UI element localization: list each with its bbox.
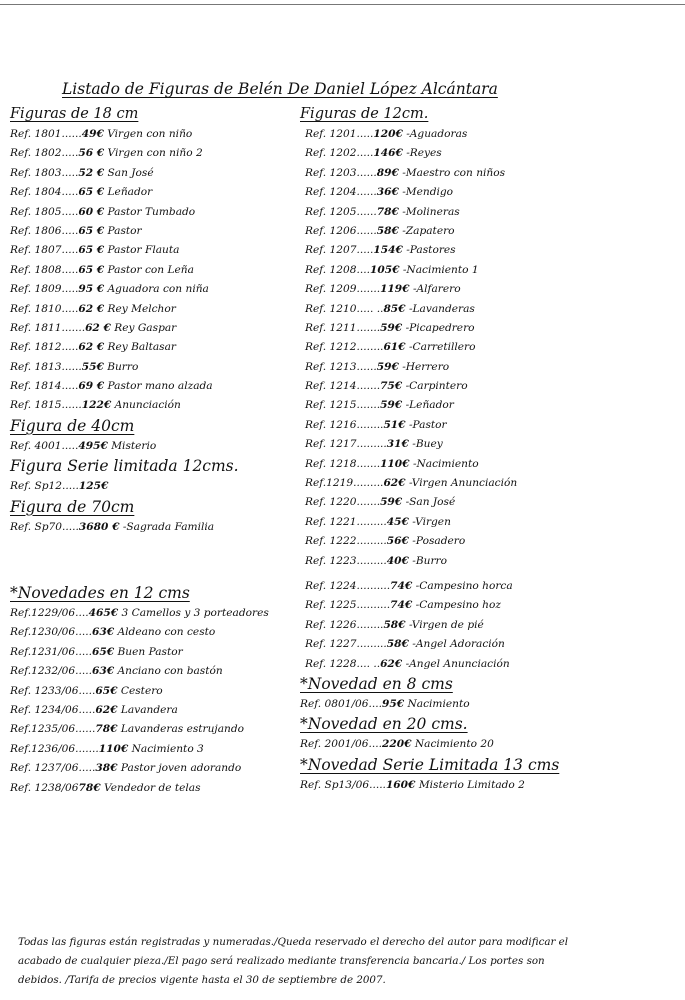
- item-name: Anunciación: [114, 399, 181, 412]
- item-ref: Ref. 1801......: [10, 128, 82, 140]
- price-list-item: [10, 779, 300, 798]
- item-price: 95€: [382, 697, 405, 710]
- item-name: Lavanderas estrujando: [120, 723, 245, 736]
- item-price: 160€: [385, 778, 416, 791]
- item-name: -Virgen de pié: [408, 618, 484, 631]
- item-name: Rey Melchor: [107, 302, 176, 315]
- item-ref: Ref.1219.........: [305, 477, 384, 490]
- section-heading: Figuras de 18 cm: [10, 106, 139, 122]
- price-list-item: [10, 125, 300, 144]
- price-list-item: [300, 474, 685, 493]
- price-list-item: [10, 720, 300, 739]
- price-list-item: [10, 682, 300, 701]
- item-price: 45€: [386, 515, 409, 528]
- item-price: 63€: [92, 626, 115, 639]
- item-name: -Aguadoras: [406, 128, 468, 140]
- price-list-item: [300, 513, 685, 532]
- footer-notes: [18, 933, 578, 990]
- item-name: -Pastor: [408, 418, 447, 431]
- section-heading: Figura de 70cm: [10, 497, 135, 516]
- item-ref: Ref. 1803.....: [10, 166, 79, 179]
- footer-line: debidos. /Tarifa de precios vigente hasta el 30 de septiembre de 2007.: [18, 974, 386, 986]
- price-list-item: [10, 319, 300, 338]
- item-name: -Buey: [412, 438, 443, 451]
- item-price: 75€: [380, 380, 403, 393]
- item-name: -Campesino horca: [415, 579, 513, 592]
- item-name: -Zapatero: [402, 224, 455, 237]
- item-price: 51€: [383, 418, 406, 431]
- item-ref: Ref. Sp12.....: [10, 480, 79, 493]
- item-name: -Nacimiento: [412, 457, 479, 470]
- price-list-item: [10, 604, 300, 623]
- item-ref: Ref. 1815......: [10, 399, 82, 412]
- item-name: Nacimiento 20: [414, 738, 494, 751]
- item-price: 62€: [383, 477, 406, 490]
- item-name: Virgen con niño 2: [107, 147, 203, 160]
- item-name: Cestero: [120, 684, 163, 697]
- item-ref: Ref.1232/06.....: [10, 665, 93, 678]
- item-ref: Ref. 1213......: [305, 360, 377, 373]
- item-ref: Ref. 1215.......: [305, 399, 381, 412]
- item-price: 95 €: [78, 283, 105, 296]
- item-price: 89€: [376, 166, 399, 179]
- item-ref: Ref. 1216........: [305, 418, 384, 431]
- price-list-item: [300, 164, 685, 183]
- price-list-item: [10, 183, 300, 202]
- item-price: 56 €: [78, 147, 105, 160]
- item-name: -Angel Anunciación: [405, 657, 510, 670]
- item-price: 110€: [98, 742, 129, 755]
- item-price: 74€: [390, 599, 413, 612]
- price-list-item: [300, 222, 685, 241]
- item-name: -Virgen: [412, 515, 451, 528]
- price-list-item: [10, 662, 300, 681]
- item-name: Pastor joven adorando: [120, 762, 242, 775]
- item-price: 60 €: [78, 205, 105, 218]
- item-price: 62 €: [85, 321, 111, 334]
- price-list-item: [300, 455, 685, 474]
- footer-line: acabado de cualquier pieza./El pago será realizado mediante transferencia bancaria./ Los portes son: [18, 955, 545, 967]
- item-price: 65 €: [78, 244, 105, 257]
- price-list-item: [10, 759, 300, 778]
- item-price: 78€: [376, 205, 399, 218]
- price-list-item: [10, 437, 300, 456]
- item-price: 59€: [380, 399, 403, 412]
- item-name: Rey Gaspar: [114, 321, 177, 334]
- item-name: -Leñador: [405, 399, 454, 412]
- section-heading: *Novedad en 20 cms.: [300, 715, 468, 734]
- item-name: Nacimiento 3: [131, 742, 204, 755]
- item-price: 63€: [92, 665, 115, 678]
- price-list-item: [300, 338, 685, 357]
- price-list-item: [300, 776, 685, 795]
- item-price: 55€: [81, 360, 104, 373]
- item-price: 495€: [78, 439, 108, 452]
- price-list-item: [300, 280, 685, 299]
- item-name: -Posadero: [412, 535, 466, 548]
- item-price: 120€: [373, 128, 403, 140]
- price-list-item: [300, 377, 685, 396]
- item-name: Aguadora con niña: [107, 283, 209, 296]
- price-list-item: [300, 552, 685, 571]
- price-list-item: [10, 261, 300, 280]
- item-ref: Ref. 1212........: [305, 341, 384, 354]
- item-price: 465€: [88, 607, 119, 620]
- item-name: -Herrero: [402, 360, 450, 373]
- price-list-item: [300, 577, 685, 596]
- price-list-item: [10, 222, 300, 241]
- item-ref: Ref. 1214.......: [305, 380, 381, 393]
- item-ref: Ref. 1224..........: [305, 579, 391, 592]
- item-name: -Pastores: [406, 244, 456, 257]
- item-ref: Ref. 1813......: [10, 360, 82, 373]
- price-list-item: [300, 596, 685, 615]
- price-list-item: [300, 532, 685, 551]
- item-name: -Carpintero: [405, 380, 468, 393]
- price-list-item: [10, 280, 300, 299]
- item-name: Aldeano con cesto: [117, 626, 216, 639]
- price-list-item: [10, 338, 300, 357]
- price-list-item: [300, 183, 685, 202]
- item-name: -San José: [405, 496, 456, 509]
- item-ref: Ref. 1811.......: [10, 321, 86, 334]
- price-list-item: [300, 635, 685, 654]
- item-ref: Ref. 1227.........: [305, 638, 387, 651]
- item-price: 122€: [81, 399, 112, 412]
- item-name: -Alfarero: [412, 283, 461, 296]
- item-ref: Ref.1235/06......: [10, 723, 96, 736]
- price-list-item: [300, 319, 685, 338]
- item-price: 40€: [386, 554, 409, 567]
- item-price: 65 €: [78, 186, 105, 199]
- item-price: 146€: [373, 147, 403, 160]
- item-price: 65€: [95, 684, 118, 697]
- item-price: 49€: [81, 128, 104, 140]
- item-name: -Nacimiento 1: [402, 263, 479, 276]
- item-price: 85€: [383, 302, 406, 315]
- item-ref: Ref. 1812.....: [10, 341, 79, 354]
- item-price: 36€: [376, 186, 399, 199]
- section-heading: *Novedades en 12 cms: [10, 584, 190, 603]
- item-name: Vendedor de telas: [104, 781, 201, 794]
- item-ref: Ref. 1205......: [305, 205, 377, 218]
- item-ref: Ref. 1217.........: [305, 438, 387, 451]
- item-price: 220€: [382, 738, 412, 751]
- price-list-item: [300, 735, 685, 754]
- item-name: Pastor Flauta: [107, 244, 180, 257]
- item-price: 105€: [369, 263, 400, 276]
- item-ref: Ref. 4001.....: [10, 439, 79, 452]
- section-heading: Figuras de 12cm.: [300, 106, 429, 122]
- item-ref: Ref. 1804.....: [10, 186, 79, 199]
- item-name: Nacimiento: [407, 697, 470, 710]
- item-name: Pastor con Leña: [107, 263, 194, 276]
- price-list-item: [300, 655, 685, 674]
- price-list-item: [10, 203, 300, 222]
- item-ref: Ref. 1234/06.....: [10, 703, 96, 716]
- item-price: 59€: [376, 360, 399, 373]
- price-list-item: [300, 616, 685, 635]
- item-price: 78€: [78, 781, 101, 794]
- item-price: 74€: [390, 579, 413, 592]
- item-ref: Ref. 1802.....: [10, 147, 79, 160]
- item-ref: Ref. Sp70.....: [10, 520, 79, 533]
- price-list-item: [300, 396, 685, 415]
- item-name: Lavandera: [120, 703, 178, 716]
- item-ref: Ref. 1207.....: [305, 244, 374, 257]
- price-list-item: [300, 435, 685, 454]
- item-ref: Ref. 1805.....: [10, 205, 79, 218]
- item-ref: Ref. 1222.........: [305, 535, 387, 548]
- price-list-item: [10, 701, 300, 720]
- item-name: -Burro: [412, 554, 447, 567]
- item-ref: Ref. 1206......: [305, 224, 377, 237]
- item-name: -Mendigo: [402, 186, 454, 199]
- price-list-item: [10, 358, 300, 377]
- item-ref: Ref. 1225..........: [305, 599, 391, 612]
- item-ref: Ref. 1211.......: [305, 321, 381, 334]
- item-ref: Ref. 1210..... ..: [305, 302, 384, 315]
- item-ref: Ref. 1814.....: [10, 380, 79, 393]
- item-price: 154€: [373, 244, 403, 257]
- item-price: 58€: [383, 618, 406, 631]
- top-rule: [0, 4, 685, 5]
- price-list-item: [300, 493, 685, 512]
- item-price: 119€: [380, 283, 410, 296]
- item-name: San José: [107, 166, 154, 179]
- price-list-item: [300, 261, 685, 280]
- item-price: 38€: [95, 762, 118, 775]
- price-list-item: [10, 144, 300, 163]
- section-heading: Figura de 40cm: [10, 416, 135, 435]
- item-name: -Lavanderas: [408, 302, 475, 315]
- item-ref: Ref. 1810.....: [10, 302, 79, 315]
- item-price: 62€: [95, 703, 118, 716]
- item-ref: Ref. 1203......: [305, 166, 377, 179]
- item-name: Leñador: [107, 186, 153, 199]
- item-price: 56€: [386, 535, 409, 548]
- item-ref: Ref. 1208....: [305, 263, 370, 276]
- item-ref: Ref. 1809.....: [10, 283, 79, 296]
- page-title: Listado de Figuras de Belén De Daniel López Alcántara: [62, 80, 498, 98]
- item-name: -Reyes: [406, 147, 442, 160]
- item-ref: Ref. Sp13/06.....: [300, 778, 386, 791]
- item-name: -Campesino hoz: [415, 599, 501, 612]
- price-list-item: [10, 643, 300, 662]
- item-name: Pastor: [107, 224, 142, 237]
- price-list-item: [10, 377, 300, 396]
- price-list-item: [300, 358, 685, 377]
- item-price: 78€: [95, 723, 118, 736]
- item-ref: Ref. 1807.....: [10, 244, 79, 257]
- item-price: 65 €: [78, 224, 105, 237]
- left-column: [10, 104, 300, 798]
- item-name: Pastor mano alzada: [107, 380, 213, 393]
- price-list-item: [300, 125, 685, 144]
- item-name: Buen Pastor: [117, 645, 183, 658]
- price-list-item: [10, 164, 300, 183]
- item-ref: Ref. 1226........: [305, 618, 384, 631]
- price-list-item: [10, 300, 300, 319]
- item-ref: Ref. 1808.....: [10, 263, 79, 276]
- item-ref: Ref.1231/06.....: [10, 645, 93, 658]
- item-ref: Ref. 1218.......: [305, 457, 381, 470]
- item-ref: Ref. 1202.....: [305, 147, 374, 160]
- item-name: Virgen con niño: [107, 128, 193, 140]
- price-list-item: [10, 396, 300, 415]
- price-list-item: [10, 740, 300, 759]
- item-name: Pastor Tumbado: [107, 205, 196, 218]
- item-ref: Ref. 1204......: [305, 186, 377, 199]
- item-ref: Ref. 1806.....: [10, 224, 79, 237]
- item-price: 58€: [386, 638, 409, 651]
- item-name: -Virgen Anunciación: [408, 477, 518, 490]
- item-name: Misterio Limitado 2: [418, 778, 525, 791]
- item-name: -Maestro con niños: [402, 166, 506, 179]
- item-name: -Molineras: [402, 205, 460, 218]
- item-ref: Ref. 2001/06....: [300, 738, 383, 751]
- price-list-item: [300, 416, 685, 435]
- price-list-item: [10, 518, 300, 537]
- item-ref: Ref. 0801/06....: [300, 697, 383, 710]
- item-ref: Ref. 1220.......: [305, 496, 381, 509]
- item-name: 3 Camellos y 3 porteadores: [121, 607, 269, 620]
- item-ref: Ref. 1237/06.....: [10, 762, 96, 775]
- item-ref: Ref.1236/06.......: [10, 742, 99, 755]
- price-list-item: [300, 300, 685, 319]
- item-ref: Ref. 1238/06: [10, 781, 79, 794]
- price-list-item: [10, 477, 300, 496]
- item-ref: Ref. 1233/06.....: [10, 684, 96, 697]
- item-name: -Picapedrero: [405, 321, 475, 334]
- item-ref: Ref.1230/06.....: [10, 626, 93, 639]
- item-price: 52 €: [78, 166, 105, 179]
- item-price: 3680 €: [78, 520, 120, 533]
- item-ref: Ref. 1223.........: [305, 554, 387, 567]
- section-heading: *Novedad Serie Limitada 13 cms: [300, 755, 560, 774]
- price-list-item: [10, 623, 300, 642]
- section-spacer: [10, 537, 300, 583]
- price-list-item: [300, 203, 685, 222]
- item-price: 59€: [380, 321, 403, 334]
- item-ref: Ref. 1228.... ..: [305, 657, 381, 670]
- item-ref: Ref.1229/06....: [10, 607, 89, 620]
- price-list-item: [10, 241, 300, 260]
- item-price: 110€: [380, 457, 410, 470]
- item-price: 31€: [386, 438, 409, 451]
- price-list-item: [300, 144, 685, 163]
- item-ref: Ref. 1209.......: [305, 283, 381, 296]
- item-price: 69 €: [78, 380, 105, 393]
- item-name: Misterio: [111, 439, 157, 452]
- item-name: Rey Baltasar: [107, 341, 176, 354]
- section-heading: *Novedad en 8 cms: [300, 674, 453, 693]
- item-name: Burro: [107, 360, 139, 373]
- item-price: 125€: [78, 480, 109, 493]
- item-price: 62 €: [78, 341, 105, 354]
- item-name: -Angel Adoración: [412, 638, 505, 651]
- price-list-item: [300, 241, 685, 260]
- item-price: 59€: [380, 496, 403, 509]
- right-column: [300, 104, 685, 795]
- item-price: 62€: [380, 657, 403, 670]
- item-price: 61€: [383, 341, 406, 354]
- item-ref: Ref. 1201.....: [305, 128, 374, 140]
- section-heading: Figura Serie limitada 12cms.: [10, 457, 239, 476]
- item-price: 62 €: [78, 302, 105, 315]
- item-ref: Ref. 1221.........: [305, 515, 387, 528]
- item-price: 65 €: [78, 263, 105, 276]
- item-name: -Carretillero: [408, 341, 476, 354]
- price-list-item: [300, 695, 685, 714]
- item-name: Anciano con bastón: [117, 665, 223, 678]
- footer-line: Todas las figuras están registradas y numeradas./Queda reservado el derecho del autor para modificar el: [18, 936, 569, 948]
- item-price: 58€: [376, 224, 399, 237]
- item-price: 65€: [92, 645, 115, 658]
- item-name: -Sagrada Familia: [122, 520, 215, 533]
